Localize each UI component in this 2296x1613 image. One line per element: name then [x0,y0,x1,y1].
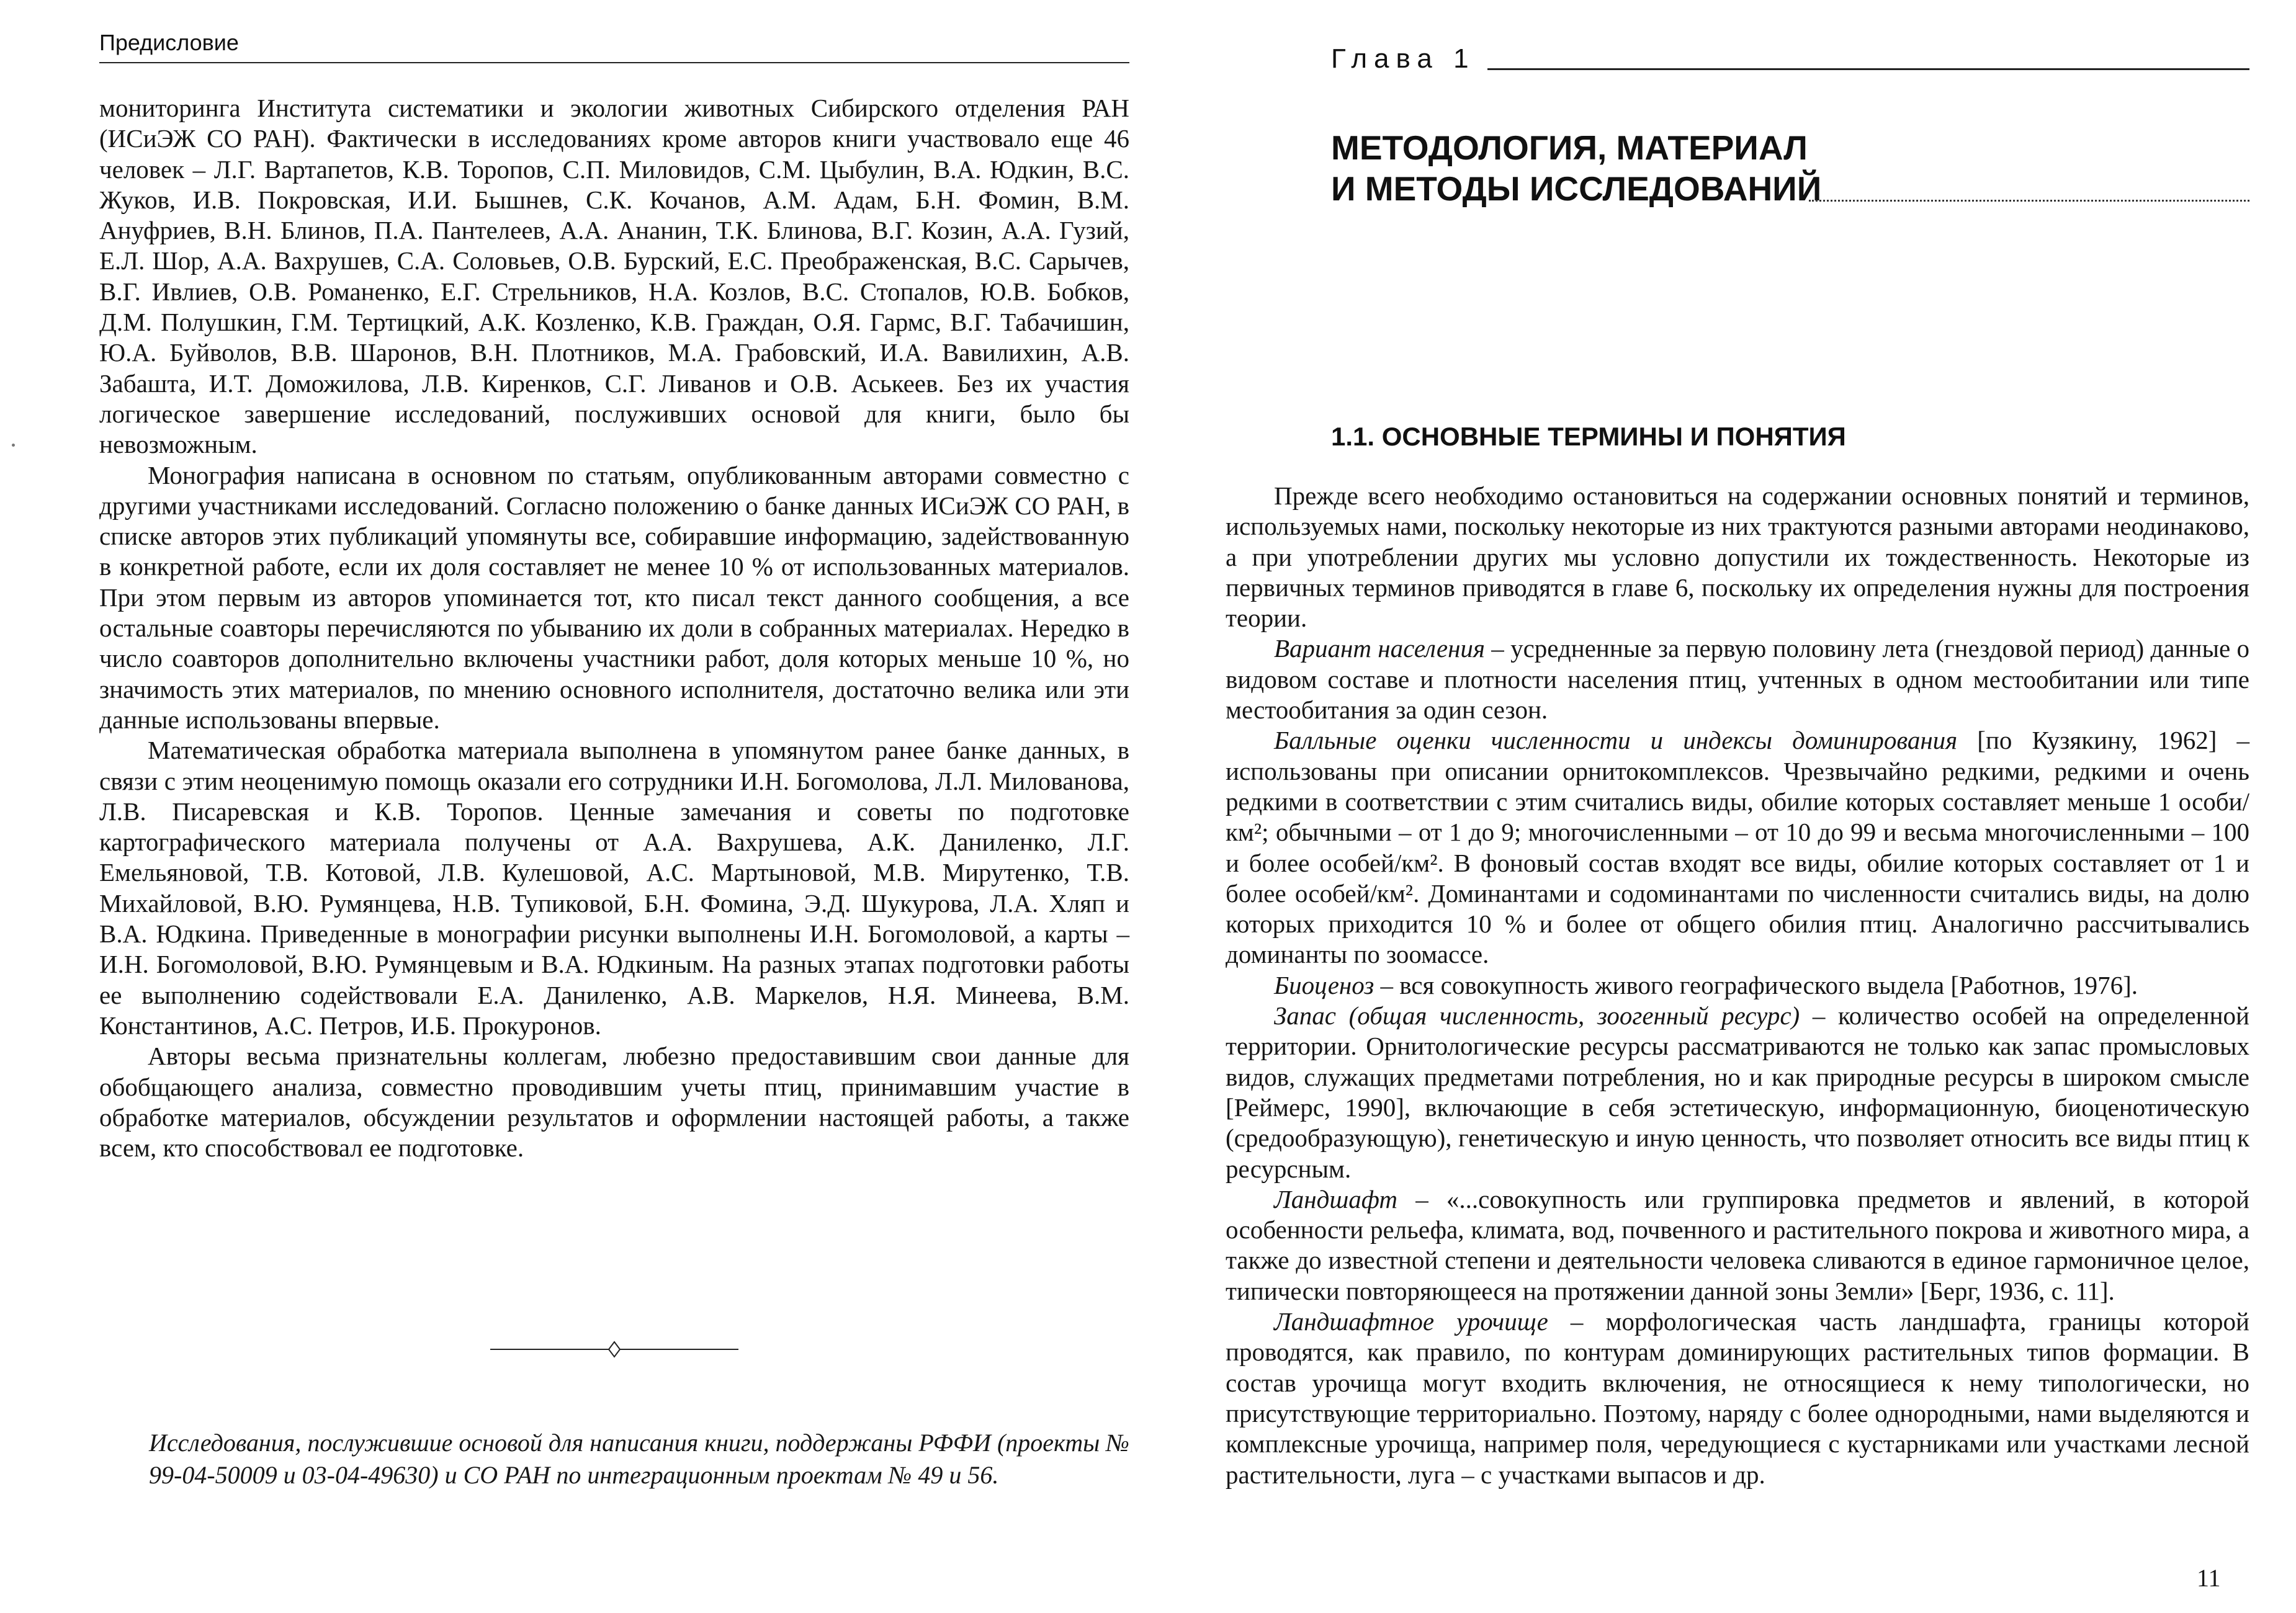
chapter-label: Глава 1 [1331,43,1476,74]
term-entry [1226,1307,2249,1490]
intro-paragraph: Прежде всего необходимо остановиться на содержании основных понятий и терминов, используемых нами, поскольку некоторые из них трактуются разными авторами неодинаково, а при употреблении других мы условно допустили их тождественность. Некоторые из первичных терминов приводятся в главе 6, поскольку их определения нужны для построения теории. [1226,481,2249,633]
header-rule [99,62,1129,63]
term-entry [1226,725,2249,970]
term-definition: – количество особей на определенной территории. Орнитологические ресурсы рассматриваются не только как запас промысловых видов, служащих предметами потребления, но и как природные ресурсы в широком смысле [Реймерс, 1990], включающие в себя эстетическую, информационную, биоценотическую (средообразующую), генетическую и иную ценность, что позволяет относить все виды птиц к ресурсным. [1226,1001,2249,1183]
terms-body [1226,481,2249,1490]
term-name: Запас (общая численность, зоогенный ресурс) [1274,1001,1800,1030]
term-entry [1226,1184,2249,1307]
paragraph: Авторы весьма признательны коллегам, любезно предоставившим свои данные для обобщающего анализа, совместно проводившим учеты птиц, принимавшим участие в обработке материалов, обсуждении результатов и оформлении настоящей работы, а также всем, кто способствовал ее подготовке. [99,1042,1129,1163]
term-definition: – морфологическая часть ландшафта, границы которой проводятся, как правило, по контурам доминирующих растительных типов формации. В состав урочища могут входить включения, не относящиеся к нему типологически, но присутствующие территориально. Поэтому, наряду с более однородными, нами выделяются и комплексные урочища, например поля, чередующиеся с кустарниками или участками лесной растительности, луга – с участками выпасов и др. [1226,1307,2250,1489]
term-name: Ландшафтное урочище [1274,1307,1548,1336]
section-heading: 1.1. ОСНОВНЫЕ ТЕРМИНЫ И ПОНЯТИЯ [1331,422,1846,451]
chapter-title-line: И МЕТОДЫ ИССЛЕДОВАНИЙ [1331,169,1822,208]
chapter-title [1331,127,2249,209]
term-name: Балльные оценки численности и индексы доминирования [1274,726,1958,755]
funding-note [149,1427,1129,1491]
chapter-title-line: МЕТОДОЛОГИЯ, МАТЕРИАЛ [1331,128,1808,167]
term-definition: [по Кузякину, 1962] – использованы при описании орнитокомплексов. Чрезвычайно редкими, редкими и очень редкими в соответствии с этим считались виды, обилие которых составляет меньше 1 особи/км²; обычными – от 1 до 9; многочисленными – от 10 до 99 и весьма многочисленными – 100 и более особей/км². В фоновый состав входят все виды, обилие которых составляет от 1 и более особей/км². Доминантами и содоминантами по численности считались виды, на долю которых приходится 10 % и более от общего обилия птиц. Аналогично рассчитывались доминанты по зоомассе. [1226,726,2249,969]
page-number: 11 [2197,1564,2221,1592]
term-entry [1226,633,2249,725]
paragraph: Монография написана в основном по статьям, опубликованным авторами совместно с другими участниками исследований. Согласно положению о банке данных ИСиЭЖ СО РАН, в списке авторов этих публикаций упомянуты все, собиравшие информацию, задействованную в конкретной работе, если их доля составляет не менее 10 % от использованных материалов. При этом первым из авторов упоминается тот, кто писал текст данного сообщения, а все остальные соавторы перечисляются по убыванию их доли в собранных материалах. Нередко в число соавторов дополнительно включены участники работ, доля которых меньше 10 %, но значимость этих материалов, по мнению основного исполнителя, достаточно велика или эти данные использованы впервые. [99,460,1129,734]
chapter-header [1331,43,2249,74]
scan-mark [12,444,15,447]
preface-body [99,93,1129,1163]
term-name: Вариант населения [1274,634,1485,663]
funding-text: Исследования, послужившие основой для написания книги, поддержаны РФФИ (проекты № 99-04-50009 и 03-04-49630) и СО РАН по интеграционным проектам № 49 и 56. [149,1429,1129,1489]
term-entry [1226,970,2249,1001]
paragraph: Математическая обработка материала выполнена в упомянутом ранее банке данных, в связи с этим неоценимую помощь оказали его сотрудники И.Н. Богомолова, Л.Л. Милованова, Л.В. Писаревская и К.В. Торопов. Ценные замечания и советы по подготовке картографического материала получены от А.А. Вахрушева, А.К. Даниленко, Л.Г. Емельяновой, Т.В. Котовой, Л.В. Кулешовой, А.С. Мартыновой, М.В. Мирутенко, Т.В. Михайловой, В.Ю. Румянцева, Н.В. Тупиковой, Б.Н. Фомина, Э.Д. Шукурова, Л.А. Хляп и В.А. Юдкина. Приведенные в монографии рисунки выполнены И.Н. Богомоловой, а карты – И.Н. Богомоловой, В.Ю. Румянцевым и В.А. Юдкиным. На разных этапах подготовки работы ее выполнению содействовали Е.А. Даниленко, А.В. Маркелов, Н.Я. Минеева, В.М. Константинов, А.С. Петров, И.Б. Прокуронов. [99,736,1129,1040]
paragraph: мониторинга Института систематики и экологии животных Сибирского отделения РАН (ИСиЭЖ СО РАН). Фактически в исследованиях кроме авторов книги участвовало еще 46 человек – Л.Г. Вартапетов, К.В. Торопов, С.П. Миловидов, С.М. Цыбулин, В.А. Юдкин, В.С. Жуков, И.В. Покровская, И.И. Бышнев, С.К. Кочанов, А.М. Адам, Б.Н. Фомин, В.М. Ануфриев, В.Н. Блинов, П.А. Пантелеев, А.А. Ананин, Т.К. Блинова, В.Г. Козин, А.А. Гузий, Е.Л. Шор, А.А. Вахрушев, С.А. Соловьев, О.В. Бурский, Е.С. Преображенская, В.С. Сарычев, В.Г. Ивлиев, О.В. Романенко, Е.Г. Стрельников, Н.А. Козлов, В.С. Стопалов, Ю.В. Бобков, Д.М. Полушкин, Г.М. Тертицкий, А.К. Козленко, К.В. Граждан, О.Я. Гармс, В.Г. Табачишин, Ю.А. Буйволов, В.В. Шаронов, В.Н. Плотников, М.А. Грабовский, И.А. Вавилихин, А.В. Забашта, И.Т. Доможилова, Л.В. Киренков, С.Г. Ливанов и О.В. Аськеев. Без их участия логическое завершение исследований, послуживших основой для книги, было бы невозможным. [99,94,1129,459]
title-dotted-rule [1809,200,2249,202]
term-definition: – усредненные за первую половину лета (гнездовой период) данные о видовом составе и плотности населения птиц, учтенных в одном местообитании или типе местообитания за один сезон. [1226,634,2249,725]
term-name: Биоценоз [1274,970,1374,999]
term-name: Ландшафт [1274,1184,1397,1213]
running-head: Предисловие [99,30,239,55]
term-entry [1226,1001,2249,1184]
chapter-rule [1487,68,2249,70]
section-ornament [490,1340,738,1359]
term-definition: – «...совокупность или группировка предметов и явлений, в которой особенности рельефа, климата, вод, почвенного и растительного покрова и животного мира, а также до известной степени и деятельности человека сливаются в единое гармоничное целое, типически повторяющееся на протяжении данной зоны Земли» [Берг, 1936, с. 11]. [1226,1184,2249,1305]
term-definition: – вся совокупность живого географического выдела [Работнов, 1976]. [1374,970,2138,999]
